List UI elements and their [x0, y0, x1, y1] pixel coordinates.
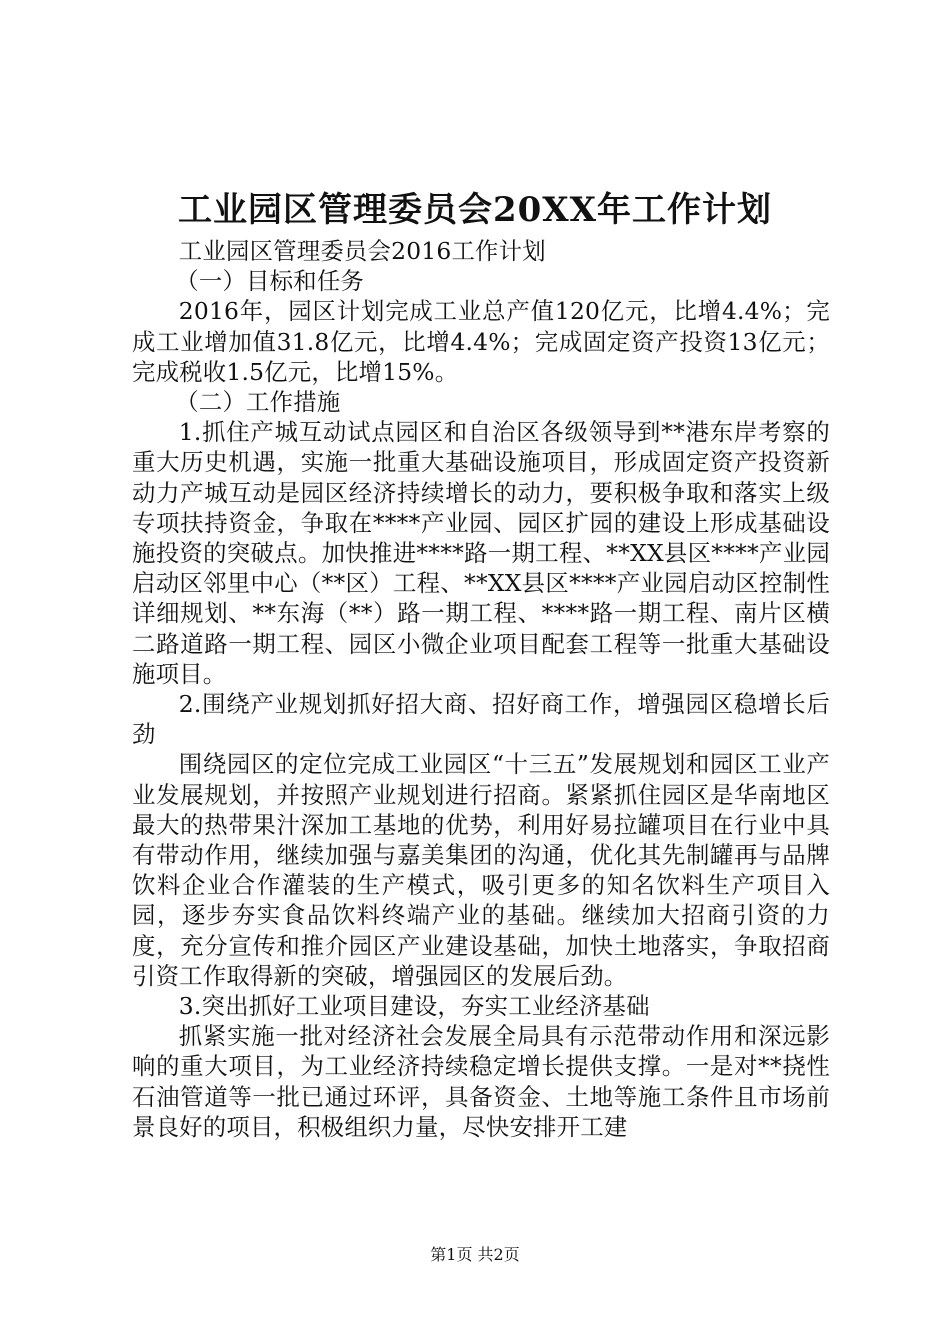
- paragraph-measure-3-body: 抓紧实施一批对经济社会发展全局具有示范带动作用和深远影响的重大项目，为工业经济持续稳定增长提供支撑。一是对**挠性石油管道等一批已通过环评，具备资金、土地等施工条件且市场前景良好的项目，积极组织力量，尽快安排开工建: [132, 1022, 830, 1141]
- document-body: [132, 236, 830, 1142]
- paragraph-targets: 2016年，园区计划完成工业总产值120亿元，比增4.4%；完成工业增加值31.8亿元，比增4.4%；完成固定资产投资13亿元；完成税收1.5亿元，比增15%。: [132, 297, 830, 386]
- document-title: 工业园区管理委员会20XX年工作计划: [177, 190, 773, 230]
- paragraph-measure-3-heading: 3.突出抓好工业项目建设，夯实工业经济基础: [178, 992, 650, 1021]
- paragraph-section-1-heading: （一）目标和任务: [175, 267, 365, 296]
- paragraph-section-2-heading: （二）工作措施: [175, 388, 341, 417]
- paragraph-subtitle: 工业园区管理委员会2016工作计划: [178, 237, 546, 265]
- paragraph-measure-1: 1.抓住产城互动试点园区和自治区各级领导到**港东岸考察的重大历史机遇，实施一批重大基础设施项目，形成固定资产投资新动力产城互动是园区经济持续增长的动力，要积极争取和落实上级专项扶持资金，争取在****产业园、园区扩园的建设上形成基础设施投资的突破点。加快推进****路一期工程、**XX县区****产业园启动区邻里中心（**区）工程、**XX县区****产业园启动区控制性详细规划、**东海（**）路一期工程、****路一期工程、南片区横二路道路一期工程、园区小微企业项目配套工程等一批重大基础设施项目。: [132, 418, 830, 688]
- paragraph-measure-2-body: 围绕园区的定位完成工业园区“十三五”发展规划和园区工业产业发展规划，并按照产业规划进行招商。紧紧抓住园区是华南地区最大的热带果汁深加工基地的优势，利用好易拉罐项目在行业中具有带动作用，继续加强与嘉美集团的沟通，优化其先制罐再与品牌饮料企业合作灌装的生产模式，吸引更多的知名饮料生产项目入园，逐步夯实食品饮料终端产业的基础。继续加大招商引资的力度，充分宣传和推介园区产业建设基础，加快土地落实，争取招商引资工作取得新的突破，增强园区的发展后劲。: [132, 750, 830, 990]
- paragraph-measure-2-heading: 2.围绕产业规划抓好招大商、招好商工作，增强园区稳增长后劲: [132, 690, 830, 749]
- page-footer: 第1页 共2页: [430, 1245, 520, 1264]
